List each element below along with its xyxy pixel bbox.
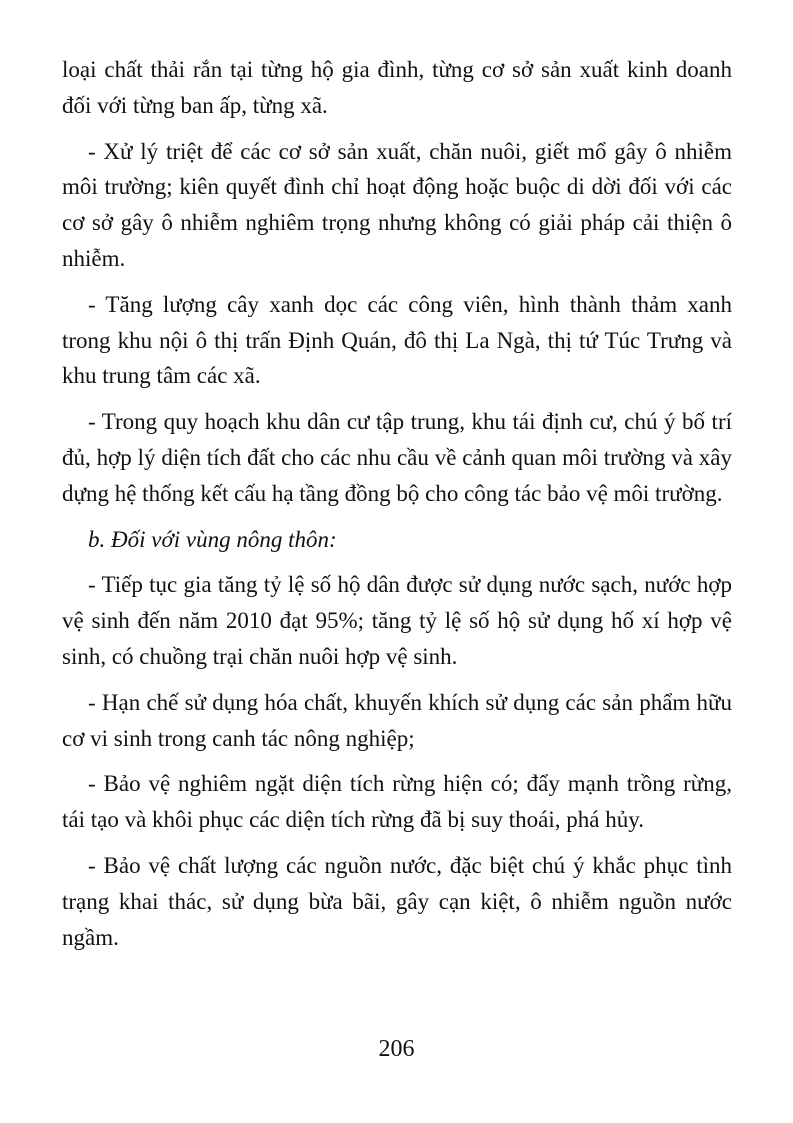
- paragraph-forest-protection: - Bảo vệ nghiêm ngặt diện tích rừng hiện có; đẩy mạnh trồng rừng, tái tạo và khôi phục các diện tích rừng đã bị suy thoái, phá hủy.: [62, 771, 732, 833]
- paragraph-green-trees: - Tăng lượng cây xanh dọc các công viên, hình thành thảm xanh trong khu nội ô thị trấn Định Quán, đô thị La Ngà, thị tứ Túc Trưng và khu trung tâm các xã.: [62, 291, 732, 389]
- body-text: [62, 52, 732, 965]
- paragraph-continuation: loại chất thải rắn tại từng hộ gia đình, từng cơ sở sản xuất kinh doanh đối với từng ban ấp, từng xã.: [62, 57, 732, 118]
- page-number: 206: [378, 1036, 415, 1062]
- paragraph-chemicals: - Hạn chế sử dụng hóa chất, khuyến khích sử dụng các sản phẩm hữu cơ vi sinh trong canh tác nông nghiệp;: [62, 689, 732, 751]
- paragraph-clean-water: - Tiếp tục gia tăng tỷ lệ số hộ dân được sử dụng nước sạch, nước hợp vệ sinh đến năm 2010 đạt 95%; tăng tỷ lệ số hộ sử dụng hố xí hợp vệ sinh, có chuồng trại chăn nuôi hợp vệ sinh.: [62, 572, 732, 669]
- paragraph-waste-treatment: - Xử lý triệt để các cơ sở sản xuất, chăn nuôi, giết mổ gây ô nhiễm môi trường; kiên quyết đình chỉ hoạt động hoặc buộc di dời đối với các cơ sở gây ô nhiễm nghiêm trọng nhưng không có giải pháp cải thiện ô nhiễm.: [62, 138, 732, 271]
- paragraph-residential-planning: - Trong quy hoạch khu dân cư tập trung, khu tái định cư, chú ý bố trí đủ, hợp lý diện tích đất cho các nhu cầu về cảnh quan môi trường và xây dựng hệ thống kết cấu hạ tầng đồng bộ cho công tác bảo vệ môi trường.: [62, 409, 732, 506]
- section-subheading: b. Đối với vùng nông thôn:: [88, 526, 337, 552]
- paragraph-water-sources: - Bảo vệ chất lượng các nguồn nước, đặc biệt chú ý khắc phục tình trạng khai thác, sử dụng bừa bãi, gây cạn kiệt, ô nhiễm nguồn nước ngầm.: [62, 852, 732, 950]
